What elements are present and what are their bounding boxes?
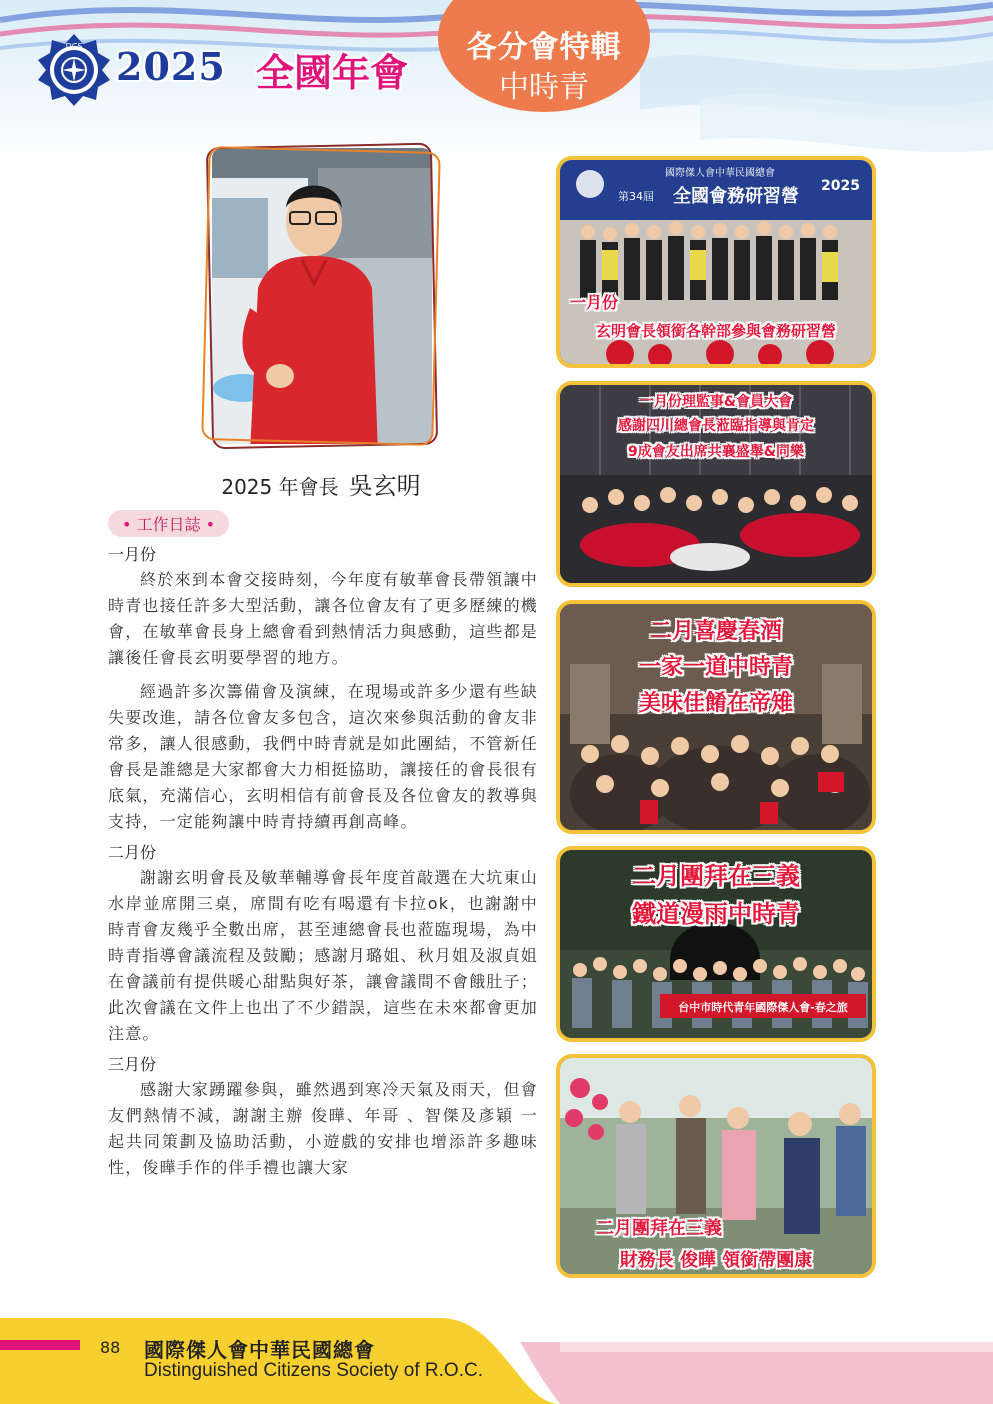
org-name-english: Distinguished Citizens Society of R.O.C. [144,1360,483,1381]
badge-chapter-name: 中時青 [499,70,589,105]
photo-caption-line3: 9成會友出席共襄盛舉&同樂 [628,444,804,460]
svg-text:國際傑人會中華民國總會: 國際傑人會中華民國總會 [665,168,775,179]
photo-caption-line1: 一月份理監事&會員大會 [639,394,793,410]
photo-caption-line3: 美味佳餚在帝雉 [638,691,793,716]
photo-caption-line2: 感謝四川總會長蒞臨指導與肯定 [618,418,814,434]
page-number: 88 [100,1338,121,1357]
month-heading-feb: 二月份 [108,843,157,862]
svg-text:全國會務研習營: 全國會務研習營 [673,186,799,207]
org-name-chinese: 國際傑人會中華民國總會 [144,1338,375,1362]
photo-caption-line2: 一家一道中時青 [638,655,793,680]
president-name: 吳玄明 [348,472,421,500]
month-heading-jan: 一月份 [108,545,157,564]
photo-jan-assembly [556,381,876,587]
photo-feb-railway-tunnel [556,846,876,1042]
chapter-badge [438,0,650,112]
photo-caption-line2: 玄明會長領銜各幹部參與會務研習營 [595,322,836,340]
header-year: 2025 [116,44,226,89]
paragraph: 終於來到本會交接時刻，今年度有敏華會長帶領讓中時青也接任許多大型活動，讓各位會友有了更多歷練的機會，在敏華會長身上總會看到熱情活力與感動，這些都是讓後任會長玄明要學習的地方。 [108,570,539,667]
photo-caption-line2: 鐵道漫雨中時青 [632,900,800,928]
photo-caption-line2: 財務長 俊曄 領銜帶團康 [619,1250,813,1271]
photo-jan-workshop [556,156,876,368]
president-portrait [198,138,444,454]
photo-feb-group-games [556,1054,876,1278]
header-event-title: 全國年會 [256,51,409,95]
dcs-logo [36,32,112,108]
photo-caption-line1: 二月喜慶春酒 [649,619,782,644]
badge-title: 各分會特輯 [466,30,622,65]
svg-text:第34屆: 第34屆 [618,190,654,203]
portrait-caption [198,466,444,501]
svg-text:2025: 2025 [821,178,860,194]
work-diary-tag: • 工作日誌 • [108,510,229,537]
paragraph: 經過許多次籌備會及演練，在現場或許多少還有些缺失要改進，請各位會友多包含，這次來參與活動的會友非常多，讓人很感動，我們中時青就是如此團結，不管新任會長是誰總是大家都會大力相挺協助，讓接任的會長很有底氣，充滿信心，玄明相信有前會長及各位會友的教導與支持，一定能夠讓中時青持續再創高峰。 [108,682,539,831]
photo-feb-spring-banquet [556,600,876,834]
paragraph: 謝謝玄明會長及敏華輔導會長年度首敲選在大坑東山水岸並席開三桌，席間有吃有喝還有卡拉ok，也謝謝中時青會友幾乎全數出席，甚至連總會長也蒞臨現場，為中時青指導會議流程及鼓勵；感謝月璐姐、秋月姐及淑貞姐在會議前有提供暖心甜點與好茶，讓會議間不會餓肚子；此次會議在文件上也出了不少錯誤，這些在未來都會更加注意。 [108,868,539,1043]
svg-text:DCS: DCS [65,42,83,51]
svg-text:台中市時代青年國際傑人會-春之旅: 台中市時代青年國際傑人會-春之旅 [678,1001,848,1014]
paragraph: 感謝大家踴躍參與，雖然遇到寒冷天氣及雨天，但會友們熱情不減，謝謝主辦 俊曄、年哥 、智傑及彥穎 一起共同策劃及協助活動，小遊戲的安排也增添許多趣味性，俊曄手作的伴手禮也讓大家 [108,1080,538,1177]
photo-caption-line1: 一月份 [570,293,619,312]
photo-caption-line1: 二月團拜在三義 [596,1218,722,1239]
work-diary [108,510,538,1181]
caption-title: 2025 年會長 [221,475,339,499]
photo-caption-line1: 二月團拜在三義 [632,862,800,890]
month-heading-mar: 三月份 [108,1055,157,1074]
